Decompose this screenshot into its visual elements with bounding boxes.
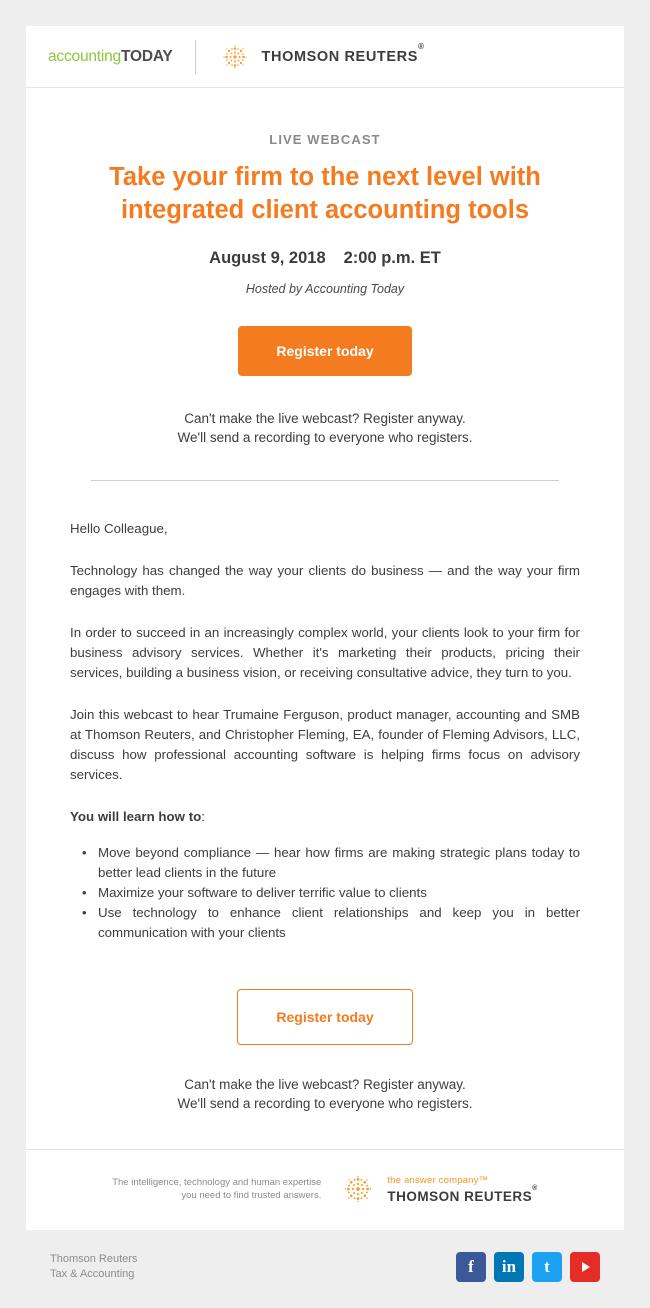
email-card xyxy=(26,26,624,1230)
footer-tagline-line2: you need to find trusted answers. xyxy=(181,1190,322,1201)
list-item: • Maximize your software to deliver terrific value to clients xyxy=(98,883,580,903)
webcast-time: 2:00 p.m. ET xyxy=(343,249,441,267)
body-paragraph-2: In order to succeed in an increasingly complex world, your clients look to your firm for business advisory services. Whether it's marketing their products, pricing their services, building a business vision, or receiving consultative advice, they turn to you. xyxy=(70,625,580,680)
register-button-bottom-wrap xyxy=(70,943,580,1045)
greeting-text: Hello Colleague, xyxy=(70,521,168,536)
accounting-today-logo[interactable] xyxy=(48,48,173,66)
footer-tagline xyxy=(112,1176,321,1202)
logo-divider xyxy=(195,40,196,74)
body-note-line1: Can't make the live webcast? Register anyway. xyxy=(184,1077,466,1092)
footer-company-line2: Tax & Accounting xyxy=(50,1268,135,1280)
hero-note-line1: Can't make the live webcast? Register anyway. xyxy=(184,411,466,426)
thomson-reuters-logo[interactable] xyxy=(220,42,425,72)
body-note xyxy=(70,1045,580,1149)
learn-list xyxy=(70,843,580,943)
kinesis-logo-icon xyxy=(341,1172,375,1206)
hero-note-line2: We'll send a recording to everyone who registers. xyxy=(177,430,473,445)
body-paragraph-3: Join this webcast to hear Trumaine Ferguson, product manager, accounting and SMB at Thomson Reuters, and Christopher Fleming, EA, founder of Fleming Advisors, LLC, discuss how professional accounting software is helping firms focus on advisory services. xyxy=(70,707,580,782)
webcast-datetime xyxy=(66,249,584,268)
outer-footer xyxy=(26,1230,624,1308)
logo-today-text: TODAY xyxy=(120,47,173,65)
footer-company-line1: Thomson Reuters xyxy=(50,1253,138,1265)
eyebrow-label: LIVE WEBCAST xyxy=(269,132,381,147)
card-footer xyxy=(26,1149,624,1230)
list-item: • Move beyond compliance — hear how firms are making strategic plans today to better lead clients in the future xyxy=(98,843,580,883)
email-header xyxy=(26,26,624,88)
learn-lead-label: You will learn how to xyxy=(70,809,202,824)
hosted-by-label: Hosted by Accounting Today xyxy=(245,282,405,296)
page-title: Take your firm to the next level with integrated client accounting tools xyxy=(109,163,541,224)
twitter-icon[interactable]: t xyxy=(532,1252,562,1282)
list-item: • Use technology to enhance client relationships and keep you in better communication with your clients xyxy=(98,903,580,943)
social-links xyxy=(456,1252,600,1282)
youtube-icon[interactable] xyxy=(570,1252,600,1282)
webcast-date: August 9, 2018 xyxy=(209,249,326,267)
footer-thomson-reuters-logo[interactable] xyxy=(341,1172,537,1206)
logo-a-letter: a xyxy=(48,47,57,65)
hero-section xyxy=(26,88,624,481)
thomson-reuters-text: THOMSON REUTERS xyxy=(261,48,418,65)
footer-thomson-reuters-text xyxy=(387,1185,538,1204)
thomson-reuters-wordmark xyxy=(261,42,425,65)
register-today-button-top[interactable]: Register today xyxy=(238,326,411,376)
learn-lead-colon: : xyxy=(201,809,205,824)
registered-mark: ® xyxy=(417,42,425,52)
logo-accounting-text: ccounting xyxy=(56,47,121,65)
footer-wordmark-block xyxy=(387,1175,537,1204)
hero-note xyxy=(66,409,584,447)
footer-tr-name-text: THOMSON REUTERS xyxy=(387,1188,533,1204)
body-note-line2: We'll send a recording to everyone who registers. xyxy=(177,1096,473,1111)
registered-mark: ® xyxy=(532,1185,538,1192)
play-triangle-icon xyxy=(582,1262,590,1272)
kinesis-logo-icon xyxy=(220,42,250,72)
footer-tagline-line1: The intelligence, technology and human expertise xyxy=(112,1177,322,1188)
body-paragraph-1: Technology has changed the way your clients do business — and the way your firm engages with them. xyxy=(70,563,580,598)
answer-company-tagline: the answer company™ xyxy=(387,1174,489,1186)
linkedin-icon[interactable]: in xyxy=(494,1252,524,1282)
facebook-icon[interactable]: f xyxy=(456,1252,486,1282)
body-content xyxy=(26,481,624,1149)
register-today-button-bottom[interactable]: Register today xyxy=(237,989,412,1045)
learn-lead-text xyxy=(70,807,580,827)
footer-company-info xyxy=(50,1252,137,1282)
